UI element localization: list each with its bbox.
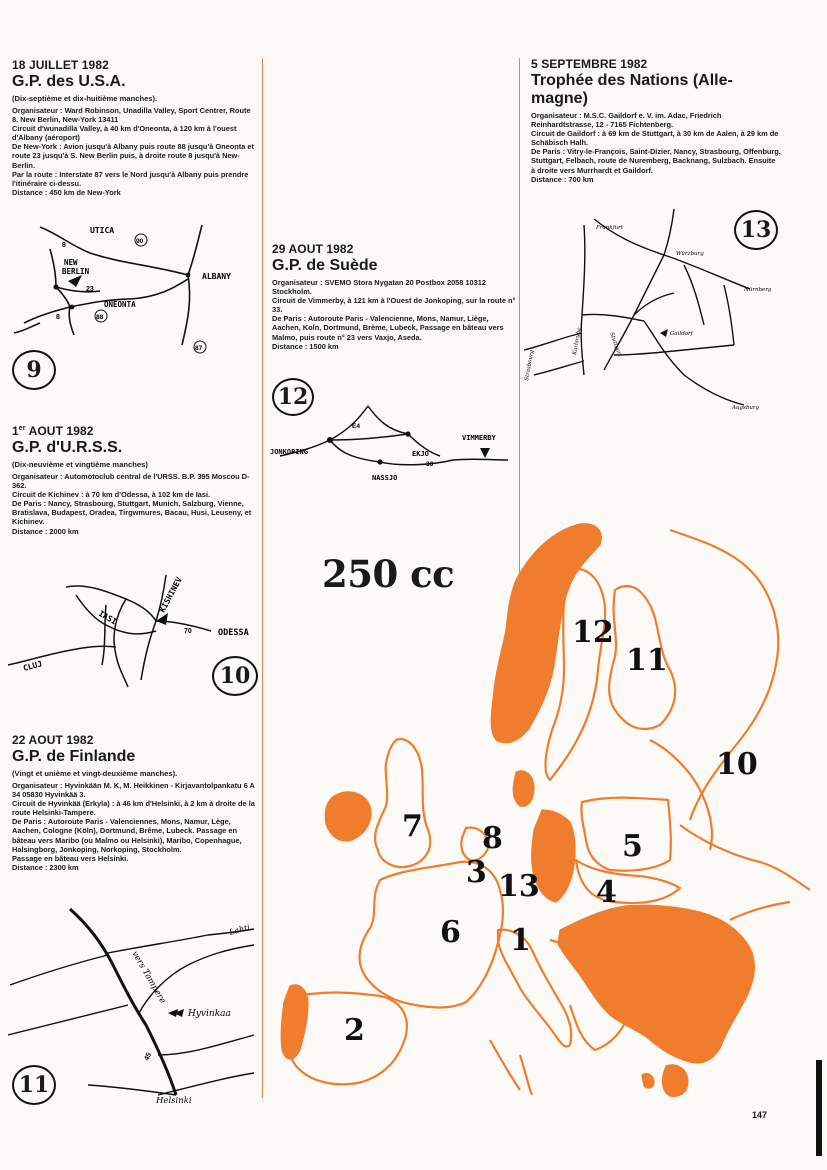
circuit-label: 2 xyxy=(344,1013,365,1048)
race-block-suede xyxy=(272,242,516,351)
map-label-iasi: IASI xyxy=(97,608,119,627)
usa-route-map xyxy=(10,215,260,355)
detail-line: De Paris : Nancy, Strasbourg, Stuttgart, Munich, Salzburg, Vienne, Bratislava, Budapest, Oradea, Tirgwmures, Bacau, Husi, Leuseny, et Kichinev. xyxy=(12,499,252,527)
route-e4-label: E4 xyxy=(352,423,360,430)
route-45-label: 45 xyxy=(143,1051,154,1062)
detail-line: Distance : 450 km de New-York xyxy=(12,187,121,197)
map-label-berlin: BERLIN xyxy=(62,267,90,276)
route-70-label: 70 xyxy=(184,628,192,635)
map-label-tampere: vers Tampere xyxy=(129,949,168,1006)
map-label-cluj: CLUJ xyxy=(22,659,44,673)
race-title: G.P. des U.S.A. xyxy=(12,73,126,90)
map-label-utica: UTICA xyxy=(90,226,115,235)
class-title: 250 cc xyxy=(322,552,455,596)
map-label-albany: ALBANY xyxy=(202,272,231,281)
race-number-badge: 13 xyxy=(734,210,778,250)
map-label-vimmerby: VIMMERBY xyxy=(462,434,496,442)
page-edge-marker xyxy=(816,1060,822,1156)
race-subtitle: (Dix-septième et dix-huitième manches). xyxy=(12,94,158,103)
race-date xyxy=(12,424,258,438)
route-33-label: 33 xyxy=(426,461,434,468)
race-date: 29 AOUT 1982 xyxy=(272,242,354,256)
race-title xyxy=(531,72,781,108)
race-subtitle: (Dix-neuvième et vingtième manches) xyxy=(12,460,148,469)
map-label-new: NEW xyxy=(64,258,78,267)
map-label-karlsruhe: Karlsruhe xyxy=(572,327,583,356)
race-details xyxy=(531,111,781,184)
race-details xyxy=(12,781,258,872)
race-details xyxy=(272,278,516,351)
circuit-label: 12 xyxy=(572,615,614,650)
detail-line: Organisateur : SVEMO Stora Nygatan 20 Postbox 2058 10312 Stockholm. xyxy=(272,278,487,297)
detail-line: Organisateur : Automotoclub central de l'URSS. B.P. 395 Moscou D-362. xyxy=(12,472,250,491)
detail-line: Distance : 2300 km xyxy=(12,862,79,872)
map-label-augsburg: Augsburg xyxy=(732,405,760,411)
circuit-label: 1 xyxy=(510,923,531,958)
suede-route-map xyxy=(268,400,518,490)
race-block-usa xyxy=(12,58,258,197)
map-label-jonkoping: JONKOPING xyxy=(270,448,308,456)
detail-line: Circuit d'wunadilla Valley, à 40 km d'Oneonta, à 120 km à l'ouest d'Albany (aéroport) xyxy=(12,124,237,143)
detail-line: Distance : 2000 km xyxy=(12,526,79,536)
date-day: 1 xyxy=(12,424,19,438)
circuit-label: 5 xyxy=(622,829,643,864)
race-block-allemagne xyxy=(531,57,781,184)
circuit-label: 11 xyxy=(626,643,668,678)
detail-line: Passage en bâteau vers Helsinki. xyxy=(12,853,129,863)
race-number-badge: 12 xyxy=(272,378,314,416)
circuit-label: 4 xyxy=(596,875,617,910)
race-details xyxy=(12,106,258,197)
map-label-lahti: Lahti xyxy=(228,922,251,937)
race-date: 18 JUILLET 1982 xyxy=(12,58,109,72)
detail-line: Organisateur : Hyvinkään M. K, M. Heikkinen - Kirjavantolpankatu 6 A 34 05830 Hyvinkää 3. xyxy=(12,781,255,800)
detail-line: Circuit de Kichinev : à 70 km d'Odessa, à 102 km de Iasi. xyxy=(12,490,211,500)
map-label-hyvinkaa: Hyvinkaa xyxy=(188,1009,231,1019)
allemagne-route-map xyxy=(524,205,784,415)
race-block-finlande xyxy=(12,733,258,872)
detail-line: Par la route : Interstate 87 vers le Nord jusqu'à Albany puis prendre l'itinéraire ci-dessu. xyxy=(12,169,249,188)
race-date: 22 AOUT 1982 xyxy=(12,733,94,747)
detail-line: De Paris : Vitry-le-François, Saint-Dizier, Nancy, Strasbourg, Offenburg, Stuttgart, Felbach, route de Nuremberg, Backnang, Sulzbach. Ensuite à droite vers Murrhardt et Gaildorf. xyxy=(531,147,781,175)
race-title-line: Trophée des Nations (Alle- xyxy=(531,72,733,89)
detail-line: Circuit de Gaildorf : à 69 km de Stuttgart, à 30 km de Aalen, à 29 km de Schäbisch Halh. xyxy=(531,129,779,148)
detail-line: Circuit de Vimmerby, à 121 km à l'Ouest de Jonkoping, sur la route n° 33. xyxy=(272,296,516,315)
circuit-label: 8 xyxy=(482,821,503,856)
race-title: G.P. d'U.R.S.S. xyxy=(12,439,123,456)
europe-circuits-map xyxy=(270,510,810,1100)
route-90-label: 90 xyxy=(136,238,144,245)
map-label-odessa: ODESSA xyxy=(218,628,249,638)
map-label-frankfurt: Frankfurt xyxy=(596,225,624,231)
circuit-label: 3 xyxy=(466,855,487,890)
map-label-helsinki: Helsinki xyxy=(156,1096,192,1105)
detail-line: De Paris : Autoroute Paris - Valencienne, Mons, Namur, Liège, Aachen, Koln, Dortmund, Brème, Lubeck, Passage en bâteau vers Malmo, puis route n° 23 vers Vaxjo, Aseda. xyxy=(272,314,504,342)
detail-line: Circuit de Hyvinkää (Erkyla) : à 46 km d'Helsinki, à 2 km à droite de la route Helsinki-Tampere. xyxy=(12,799,255,818)
map-label-nassjo: NASSJO xyxy=(372,474,398,482)
circuit-label: 13 xyxy=(498,869,540,904)
detail-line: Organisateur : Ward Robinson, Unadilla Valley, Sport Centrer, Route 8. New Berlin, New-York 13411 xyxy=(12,106,251,125)
map-label-ekjo: EKJO xyxy=(412,450,429,458)
route-87-label: 87 xyxy=(195,345,203,352)
race-block-urss xyxy=(12,424,258,536)
race-subtitle: (Vingt et unième et vingt-deuxième manches). xyxy=(12,769,178,778)
route-8-label: 8 xyxy=(56,314,60,321)
circuit-label: 6 xyxy=(440,915,461,950)
race-number-badge: 10 xyxy=(212,656,258,696)
route-23-label: 23 xyxy=(86,286,94,293)
map-label-gaildorf: Gaildorf xyxy=(670,331,693,337)
map-label-nurnberg: Nürnberg xyxy=(744,287,772,293)
race-number-badge: 11 xyxy=(12,1065,56,1105)
detail-line: Organisateur : M.S.C. Gaildorf e. V. im. Adac, Friedrich Reinhardtstrasse, 12 - 7165 Fichtenberg. xyxy=(531,111,722,130)
race-title-line: magne) xyxy=(531,90,588,107)
detail-line: Distance : 1500 km xyxy=(272,341,339,351)
map-label-oneonta: ONEONTA xyxy=(104,300,136,309)
circuit-label: 7 xyxy=(402,809,423,844)
race-details xyxy=(12,472,258,536)
map-label-wurzburg: Würzburg xyxy=(676,251,704,257)
route-8-label: 8 xyxy=(62,242,66,249)
race-title: G.P. de Finlande xyxy=(12,748,136,765)
date-ordinal: er xyxy=(18,425,26,432)
detail-line: De New-York : Avion jusqu'à Albany puis route 88 jusqu'à Oneonta et route 23 jusqu'à S. New Berlin puis, à droite route 8 jusqu'à New-Berlin. xyxy=(12,142,254,170)
race-date: 5 SEPTEMBRE 1982 xyxy=(531,57,648,71)
race-number-badge: 9 xyxy=(12,350,56,390)
detail-line: Distance : 700 km xyxy=(531,174,594,184)
route-88-label: 88 xyxy=(96,314,104,321)
map-label-kishinev: KISHINEV xyxy=(157,575,184,614)
race-title: G.P. de Suède xyxy=(272,257,378,274)
column-divider-right xyxy=(519,58,520,586)
detail-line: De Paris : Autoroute Paris - Valenciennes, Mons, Namur, Lège, Aachen, Cologne (Köln), Dortmund, Brême, Lubeck. Passage en bâteau vers Maribo (ou Malmo ou Helsinki), Maribo, Copenhague, Halsingborg, Jonkoping, Norkoping, Stockholm. xyxy=(12,817,242,854)
map-label-stuttgart: Stuttgart xyxy=(608,331,623,358)
page-number: 147 xyxy=(752,1110,768,1120)
map-label-strasbourg: Strasbourg xyxy=(524,349,536,382)
column-divider-left xyxy=(262,58,263,1098)
circuit-label: 10 xyxy=(716,747,758,782)
date-rest: AOUT 1982 xyxy=(25,424,94,438)
